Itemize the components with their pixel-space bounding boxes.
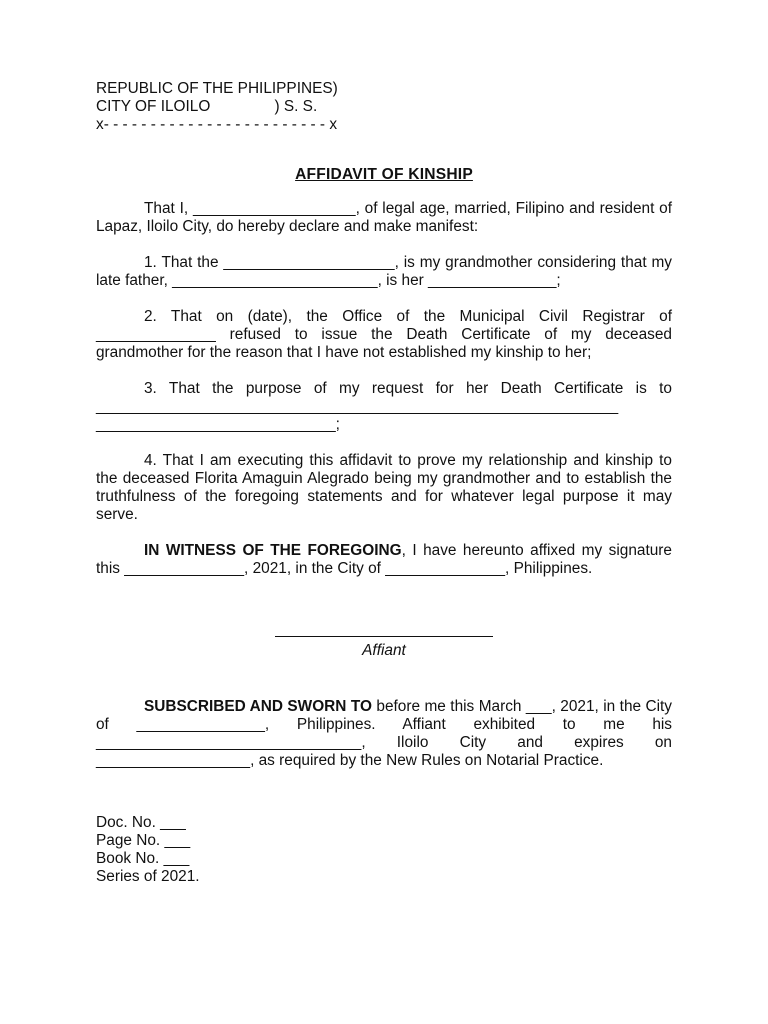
- subscribed-heading: SUBSCRIBED AND SWORN TO: [144, 698, 372, 715]
- paragraph-3-purpose: 3. That the purpose of my request for her Death Certificate is to _____________________________________________________________ ____________________________;: [96, 380, 672, 433]
- paragraph-intro: That I, ___________________, of legal age, married, Filipino and resident of Lapaz, Iloilo City, do hereby declare and make manifest:: [96, 200, 672, 235]
- signature-line: [275, 636, 493, 637]
- book-number: Book No. ___: [96, 850, 190, 867]
- paragraph-1-grandmother: 1. That the ____________________, is my grandmother considering that my late father, ________________________, is her _______________;: [96, 254, 672, 289]
- venue-line-republic: REPUBLIC OF THE PHILIPPINES): [96, 80, 338, 97]
- notarial-docinfo: [96, 814, 672, 886]
- signature-label: Affiant: [362, 642, 406, 659]
- signature-block: [96, 624, 672, 660]
- doc-number: Doc. No. ___: [96, 814, 186, 831]
- subscribed-text: before me this March ___, 2021, in the City of _______________, Philippines. Affiant exhibited to me his _______________________________, Iloilo City and expires on __________________, as required by the New Rules on Notarial Practice.: [96, 698, 673, 769]
- document-body: [96, 80, 672, 886]
- paragraph-subscribed: [96, 698, 672, 770]
- witness-text: , I have hereunto affixed my signature this ______________, 2021, in the City of ______________, Philippines.: [96, 542, 672, 577]
- venue-line-city: CITY OF ILOILO ) S. S.: [96, 98, 318, 115]
- witness-heading: IN WITNESS OF THE FOREGOING: [144, 542, 402, 559]
- venue-block: [96, 80, 672, 134]
- series-year: Series of 2021.: [96, 868, 200, 885]
- venue-separator: x- - - - - - - - - - - - - - - - - - - - - - - - x: [96, 116, 338, 133]
- page-number: Page No. ___: [96, 832, 191, 849]
- paragraph-4-executing: 4. That I am executing this affidavit to prove my relationship and kinship to the deceased Florita Amaguin Alegrado being my grandmother and to establish the truthfulness of the foregoing statements and for whatever legal purpose it may serve.: [96, 452, 672, 523]
- document-title: AFFIDAVIT OF KINSHIP: [295, 166, 473, 183]
- paragraph-witness: [96, 542, 672, 578]
- paragraph-2-registrar: 2. That on (date), the Office of the Municipal Civil Registrar of ______________ refused to issue the Death Certificate of my deceased grandmother for the reason that I have not established my kinship to her;: [96, 308, 672, 361]
